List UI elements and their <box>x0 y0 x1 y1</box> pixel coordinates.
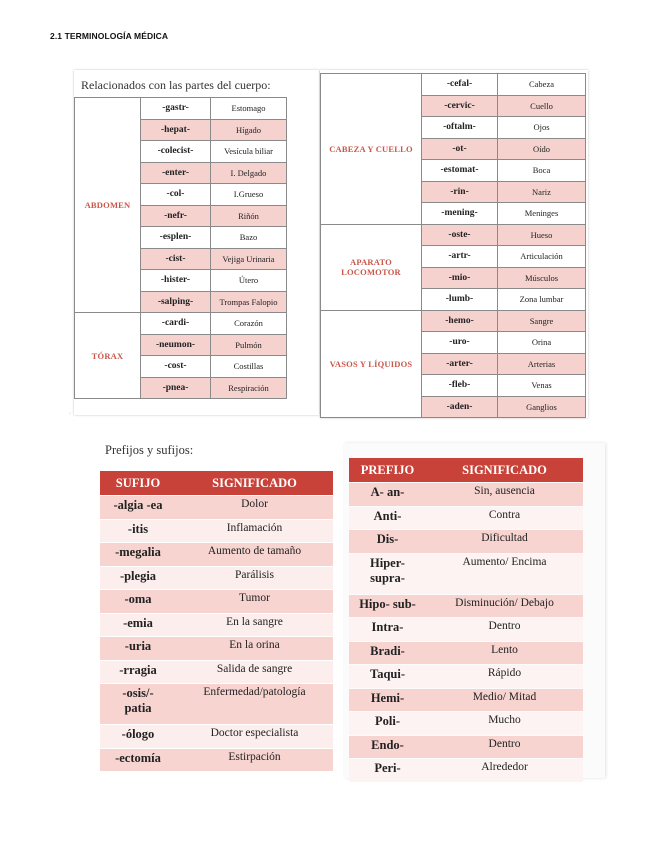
affix-term: Hiper- supra- <box>349 554 426 594</box>
suffix-table <box>100 470 333 772</box>
meaning-cell: Corazón <box>211 313 287 335</box>
meaning-cell: Ganglios <box>498 396 586 418</box>
root-cell: -oftalm- <box>422 117 498 139</box>
meaning-cell: Cuello <box>498 95 586 117</box>
meaning-cell: Vejiga Urinaria <box>211 248 287 270</box>
meaning-cell: I. Delgado <box>211 162 287 184</box>
body-parts-table-right <box>320 73 586 418</box>
affix-row <box>100 543 333 566</box>
affix-term: A- an- <box>349 483 426 506</box>
affix-meaning: Contra <box>426 507 583 530</box>
affix-row <box>100 684 333 724</box>
affix-row <box>349 642 583 665</box>
affix-term: -rragia <box>100 661 176 684</box>
category-label: APARATO LOCOMOTOR <box>321 224 422 310</box>
meaning-cell: Meninges <box>498 203 586 225</box>
meaning-cell: Útero <box>211 270 287 292</box>
root-cell: -ot- <box>422 138 498 160</box>
affix-row <box>100 725 333 748</box>
category-label: CABEZA Y CUELLO <box>321 74 422 225</box>
affix-meaning: Salida de sangre <box>176 661 333 684</box>
affix-row <box>349 689 583 712</box>
root-cell: -arter- <box>422 353 498 375</box>
root-cell: -oste- <box>422 224 498 246</box>
meaning-cell: Bazo <box>211 227 287 249</box>
root-cell: -pnea- <box>141 377 211 399</box>
category-label: ABDOMEN <box>75 98 141 313</box>
root-cell: -hepat- <box>141 119 211 141</box>
prefix-table <box>349 457 583 783</box>
affix-row <box>100 496 333 519</box>
affix-meaning: Lento <box>426 642 583 665</box>
affix-term: -megalia <box>100 543 176 566</box>
body-parts-table-left <box>74 97 287 399</box>
body-part-row <box>321 74 586 96</box>
root-cell: -esplen- <box>141 227 211 249</box>
root-cell: -cervic- <box>422 95 498 117</box>
affix-meaning: Aumento de tamaño <box>176 543 333 566</box>
root-cell: -rin- <box>422 181 498 203</box>
affix-meaning: En la orina <box>176 637 333 660</box>
root-cell: -neumon- <box>141 334 211 356</box>
affix-term: Hemi- <box>349 689 426 712</box>
meaning-cell: Zona lumbar <box>498 289 586 311</box>
affix-row <box>349 665 583 688</box>
affix-term: Taqui- <box>349 665 426 688</box>
meaning-cell: Músculos <box>498 267 586 289</box>
affix-row <box>100 637 333 660</box>
affix-term: -plegia <box>100 567 176 590</box>
affix-row <box>349 618 583 641</box>
root-cell: -mening- <box>422 203 498 225</box>
affix-term: -osis/- patia <box>100 684 176 724</box>
meaning-cell: Venas <box>498 375 586 397</box>
meaning-cell: Vesícula biliar <box>211 141 287 163</box>
prefix-meaning-header: SIGNIFICADO <box>426 458 583 482</box>
body-part-row <box>321 224 586 246</box>
root-cell: -cost- <box>141 356 211 378</box>
meaning-cell: Ojos <box>498 117 586 139</box>
affix-row <box>100 661 333 684</box>
meaning-cell: Pulmón <box>211 334 287 356</box>
affix-term: Bradi- <box>349 642 426 665</box>
affix-row <box>349 554 583 594</box>
affix-term: Hipo- sub- <box>349 595 426 618</box>
affix-meaning: En la sangre <box>176 614 333 637</box>
root-cell: -mio- <box>422 267 498 289</box>
affix-term: -emia <box>100 614 176 637</box>
affix-row <box>349 736 583 759</box>
affix-meaning: Estirpación <box>176 749 333 772</box>
root-cell: -artr- <box>422 246 498 268</box>
affix-meaning: Medio/ Mitad <box>426 689 583 712</box>
root-cell: -fleb- <box>422 375 498 397</box>
meaning-cell: Costillas <box>211 356 287 378</box>
meaning-cell: Estomago <box>211 98 287 120</box>
affix-term: -uria <box>100 637 176 660</box>
root-cell: -nefr- <box>141 205 211 227</box>
root-cell: -estomat- <box>422 160 498 182</box>
prefix-panel <box>344 443 605 778</box>
meaning-cell: Hígado <box>211 119 287 141</box>
affix-row <box>349 712 583 735</box>
affix-term: Poli- <box>349 712 426 735</box>
root-cell: -aden- <box>422 396 498 418</box>
affix-row <box>349 507 583 530</box>
affix-row <box>100 567 333 590</box>
affix-term: -ólogo <box>100 725 176 748</box>
root-cell: -salping- <box>141 291 211 313</box>
affix-term: Anti- <box>349 507 426 530</box>
affix-row <box>100 614 333 637</box>
affix-meaning: Mucho <box>426 712 583 735</box>
suffix-header: SUFIJO <box>100 471 176 495</box>
root-cell: -colecist- <box>141 141 211 163</box>
affix-term: Endo- <box>349 736 426 759</box>
affix-meaning: Rápido <box>426 665 583 688</box>
section-heading: 2.1 TERMINOLOGÍA MÉDICA <box>50 31 169 41</box>
body-part-row <box>321 310 586 332</box>
meaning-cell: Sangre <box>498 310 586 332</box>
affix-meaning: Dentro <box>426 736 583 759</box>
affix-row <box>100 749 333 772</box>
affix-meaning: Alrededor <box>426 759 583 782</box>
affix-meaning: Parálisis <box>176 567 333 590</box>
affix-meaning: Dolor <box>176 496 333 519</box>
body-parts-right-panel <box>320 70 588 418</box>
root-cell: -hemo- <box>422 310 498 332</box>
affix-row <box>349 483 583 506</box>
root-cell: -uro- <box>422 332 498 354</box>
affix-meaning: Disminución/ Debajo <box>426 595 583 618</box>
affix-meaning: Aumento/ Encima <box>426 554 583 594</box>
affix-term: -ectomía <box>100 749 176 772</box>
body-part-row <box>75 98 287 120</box>
affix-term: -itis <box>100 520 176 543</box>
affix-meaning: Enfermedad/patología <box>176 684 333 724</box>
meaning-cell: Arterias <box>498 353 586 375</box>
affix-meaning: Dificultad <box>426 530 583 553</box>
affix-term: -algia -ea <box>100 496 176 519</box>
affix-term: Intra- <box>349 618 426 641</box>
affix-term: -oma <box>100 590 176 613</box>
root-cell: -cist- <box>141 248 211 270</box>
affix-meaning: Sin, ausencia <box>426 483 583 506</box>
affix-row <box>100 590 333 613</box>
affix-meaning: Inflamación <box>176 520 333 543</box>
meaning-cell: Articulación <box>498 246 586 268</box>
prefix-header: PREFIJO <box>349 458 426 482</box>
affix-term: Peri- <box>349 759 426 782</box>
meaning-cell: Orina <box>498 332 586 354</box>
affix-row <box>100 520 333 543</box>
affix-meaning: Doctor especialista <box>176 725 333 748</box>
body-parts-caption: Relacionados con las partes del cuerpo: <box>81 78 271 92</box>
suffix-meaning-header: SIGNIFICADO <box>176 471 333 495</box>
meaning-cell: Respiración <box>211 377 287 399</box>
root-cell: -enter- <box>141 162 211 184</box>
affix-row <box>349 595 583 618</box>
page-mark: · <box>69 411 71 417</box>
category-label: TÓRAX <box>75 313 141 399</box>
affix-meaning: Tumor <box>176 590 333 613</box>
affix-meaning: Dentro <box>426 618 583 641</box>
suffix-panel <box>100 440 336 770</box>
meaning-cell: I.Grueso <box>211 184 287 206</box>
root-cell: -hister- <box>141 270 211 292</box>
category-label: VASOS Y LÍQUIDOS <box>321 310 422 418</box>
affix-term: Dis- <box>349 530 426 553</box>
meaning-cell: Oído <box>498 138 586 160</box>
affixes-caption: Prefijos y sufijos: <box>105 443 194 457</box>
affix-row <box>349 530 583 553</box>
root-cell: -cefal- <box>422 74 498 96</box>
meaning-cell: Riñón <box>211 205 287 227</box>
meaning-cell: Nariz <box>498 181 586 203</box>
body-part-row <box>75 313 287 335</box>
body-parts-left-panel <box>74 70 319 415</box>
meaning-cell: Trompas Falopio <box>211 291 287 313</box>
affix-row <box>349 759 583 782</box>
root-cell: -gastr- <box>141 98 211 120</box>
root-cell: -lumb- <box>422 289 498 311</box>
meaning-cell: Hueso <box>498 224 586 246</box>
root-cell: -col- <box>141 184 211 206</box>
meaning-cell: Cabeza <box>498 74 586 96</box>
root-cell: -cardi- <box>141 313 211 335</box>
meaning-cell: Boca <box>498 160 586 182</box>
